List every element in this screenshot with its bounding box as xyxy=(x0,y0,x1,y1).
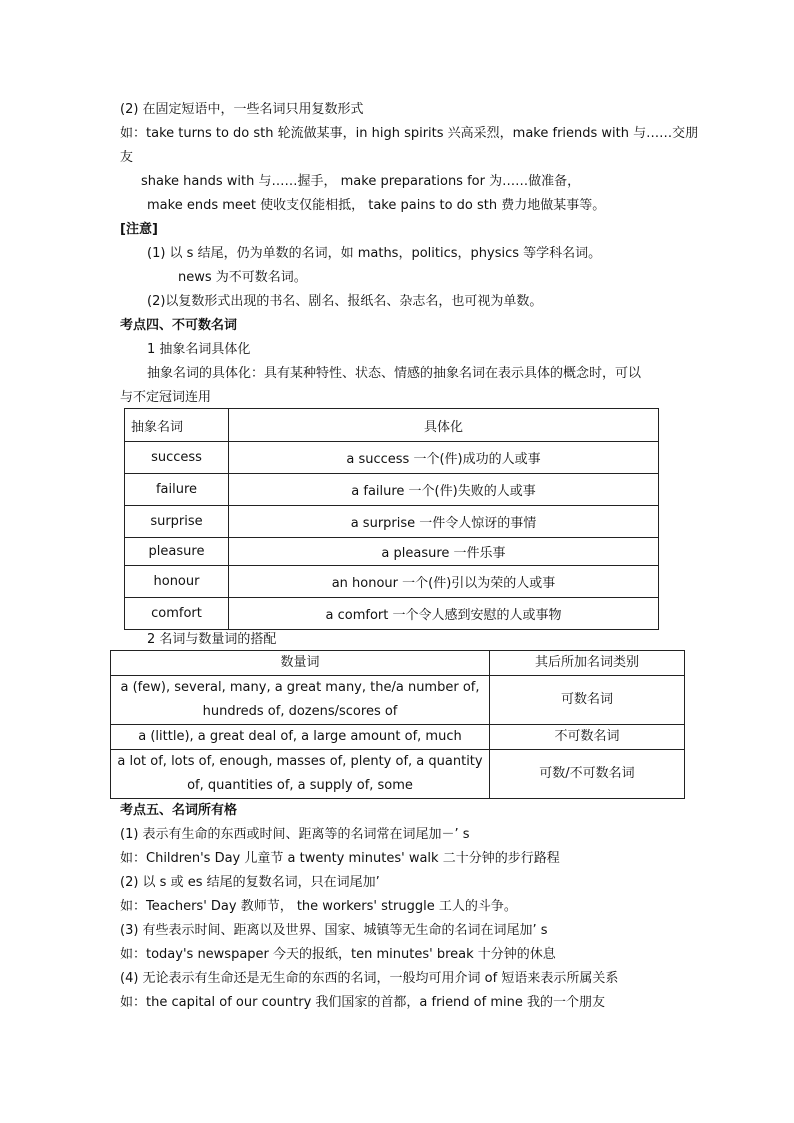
table-header-cell: 抽象名词 xyxy=(125,409,229,442)
section-heading: 考点四、不可数名词 xyxy=(120,318,238,333)
table-cell: pleasure xyxy=(125,538,229,566)
table-cell: a success 一个(件)成功的人或事 xyxy=(229,442,659,474)
table-cell: a pleasure 一件乐事 xyxy=(229,538,659,566)
subsection-heading: 2 名词与数量词的搭配 xyxy=(147,632,277,647)
text-line: 与不定冠词连用 xyxy=(120,390,212,405)
table-header-cell: 数量词 xyxy=(111,651,490,676)
text-line: 如：the capital of our country 我们国家的首都，a friend of mine 我的一个朋友 xyxy=(120,995,605,1010)
table-cell: a lot of, lots of, enough, masses of, plenty of, a quantity of, quantities of, a supply of, some xyxy=(111,750,490,799)
table-cell: comfort xyxy=(125,598,229,630)
note-heading: [注意] xyxy=(120,222,158,237)
table-row xyxy=(125,506,659,538)
text-line: make ends meet 使收支仅能相抵， take pains to do sth 费力地做某事等。 xyxy=(147,198,606,213)
table-header-cell: 具体化 xyxy=(229,409,659,442)
text-line: (1) 以 s 结尾，仍为单数的名词，如 maths，politics，physics 等学科名词。 xyxy=(147,246,602,261)
table-cell: a (little), a great deal of, a large amount of, much xyxy=(111,725,490,750)
table-row xyxy=(125,538,659,566)
table-cell: failure xyxy=(125,474,229,506)
text-line: (4) 无论表示有生命还是无生命的东西的名词，一般均可用介词 of 短语来表示所属关系 xyxy=(120,971,619,986)
section-heading: 考点五、名词所有格 xyxy=(120,803,238,818)
table-cell: 可数名词 xyxy=(490,676,685,725)
subsection-heading: 1 抽象名词具体化 xyxy=(147,342,251,357)
text-line: (2) 以 s 或 es 结尾的复数名词，只在词尾加’ xyxy=(120,875,380,890)
text-line: 如：Teachers' Day 教师节， the workers' struggle 工人的斗争。 xyxy=(120,899,517,914)
text-line: (2) 在固定短语中，一些名词只用复数形式 xyxy=(120,102,364,117)
text-line: (1) 表示有生命的东西或时间、距离等的名词常在词尾加－’ s xyxy=(120,827,470,842)
table-header-row xyxy=(125,409,659,442)
table-row xyxy=(111,676,685,725)
table-row xyxy=(125,474,659,506)
text-line: 抽象名词的具体化：具有某种特性、状态、情感的抽象名词在表示具体的概念时，可以 xyxy=(147,366,642,381)
table-row xyxy=(125,442,659,474)
table-cell: 不可数名词 xyxy=(490,725,685,750)
text-line: news 为不可数名词。 xyxy=(178,270,307,285)
table-header-cell: 其后所加名词类别 xyxy=(490,651,685,676)
table-cell: honour xyxy=(125,566,229,598)
abstract-noun-table xyxy=(124,408,659,630)
text-line: (2)以复数形式出现的书名、剧名、报纸名、杂志名，也可视为单数。 xyxy=(147,294,543,309)
table-cell: a comfort 一个令人感到安慰的人或事物 xyxy=(229,598,659,630)
table-cell: an honour 一个(件)引以为荣的人或事 xyxy=(229,566,659,598)
table-cell: surprise xyxy=(125,506,229,538)
text-line: 友 xyxy=(120,150,134,165)
text-line: shake hands with 与……握手， make preparations for 为……做准备， xyxy=(141,174,581,189)
table-row xyxy=(111,725,685,750)
table-header-row xyxy=(111,651,685,676)
table-row xyxy=(125,598,659,630)
table-cell: a (few), several, many, a great many, the/a number of, hundreds of, dozens/scores of xyxy=(111,676,490,725)
text-line: (3) 有些表示时间、距离以及世界、国家、城镇等无生命的名词在词尾加’ s xyxy=(120,923,548,938)
text-line: 如：today's newspaper 今天的报纸，ten minutes' break 十分钟的休息 xyxy=(120,947,556,962)
table-cell: a surprise 一件令人惊讶的事情 xyxy=(229,506,659,538)
text-line: 如：Children's Day 儿童节 a twenty minutes' walk 二十分钟的步行路程 xyxy=(120,851,560,866)
table-cell: a failure 一个(件)失败的人或事 xyxy=(229,474,659,506)
table-cell: 可数/不可数名词 xyxy=(490,750,685,799)
text-line: 如：take turns to do sth 轮流做某事，in high spirits 兴高采烈，make friends with 与……交朋 xyxy=(120,126,699,141)
table-row xyxy=(111,750,685,799)
quantifier-table xyxy=(110,650,685,799)
table-row xyxy=(125,566,659,598)
table-cell: success xyxy=(125,442,229,474)
